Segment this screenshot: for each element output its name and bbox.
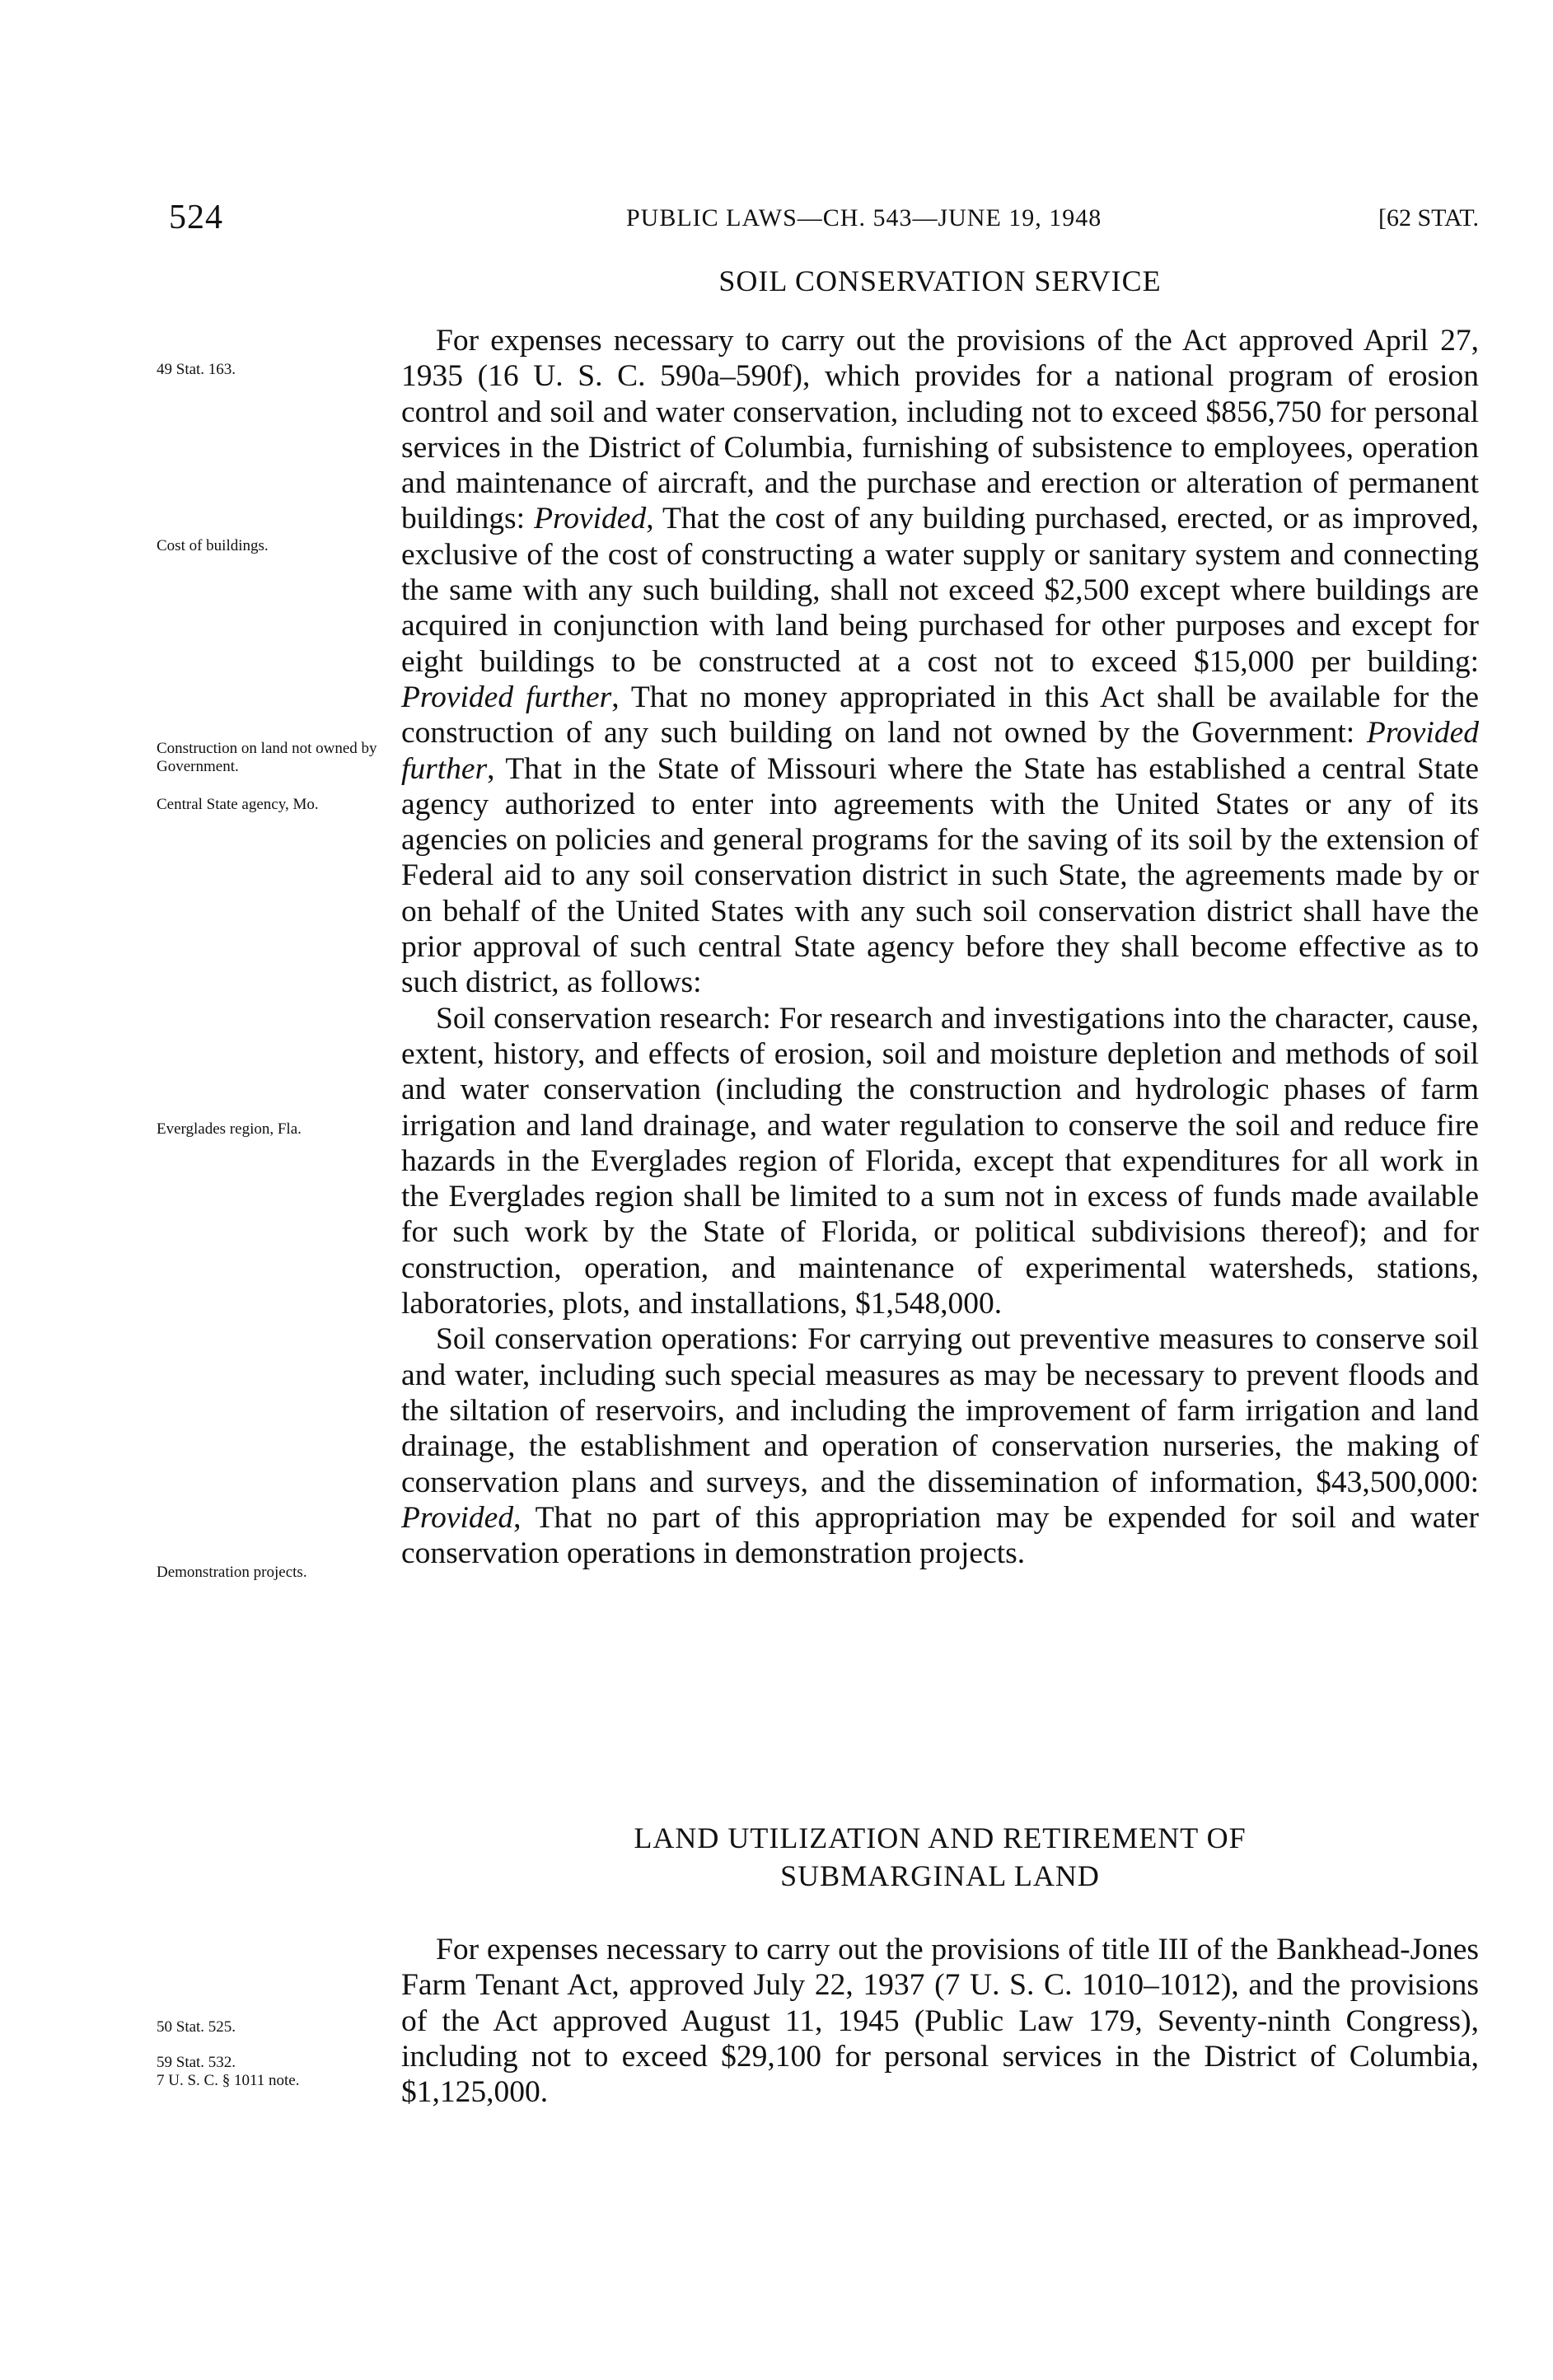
section-title-line: LAND UTILIZATION AND RETIREMENT OF	[634, 1821, 1247, 1854]
section-body-land-utilization	[401, 1932, 1479, 2110]
running-header	[169, 198, 1479, 239]
section-title-line: SUBMARGINAL LAND	[780, 1859, 1100, 1892]
text-segment: , That in the State of Missouri where the State has established a central State agency authorized to enter into agreements with the United States or any of its agencies on policies and general programs for the saving of its soil by the extension of Federal aid to any soil conservation district in such State, the agreements made by or on behalf of the United States with any such soil conservation district shall have the prior approval of such central State agency before they shall become effective as to such district, as follows:	[401, 751, 1479, 1000]
running-head: PUBLIC LAWS—CH. 543—JUNE 19, 1948	[626, 204, 1102, 231]
section-title-land-utilization	[401, 1819, 1479, 1895]
italic-segment: Provided further	[401, 680, 612, 714]
margin-note-central-state-agency: Central State agency, Mo.	[157, 796, 319, 813]
text-segment: , That no money appropriated in this Act shall be available for the construction of any such building on land not owned by the Government:	[401, 680, 1479, 750]
text-segment: For expenses necessary to carry out the provisions of title III of the Bankhead-Jones Farm Tenant Act, approved July 22, 1937 (7 U. S. C. 1010–1012), and the provisions of the Act approved August 11, 1945 (Public Law 179, Seventy-ninth Congress), including not to exceed $29,100 for personal services in the District of Columbia, $1,125,000.	[401, 1933, 1479, 2110]
text-segment: , That no part of this appropriation may be expended for soil and water conservation operations in demonstration projects.	[401, 1500, 1479, 1571]
text-segment: , That the cost of any building purchased, erected, or as improved, exclusive of the cost of constructing a water supply or sanitary system and connecting the same with any such building, shall not exceed $2,500 except where buildings are acquired in conjunction with land being purchased for other purposes and except for eight buildings to be constructed at a cost not to exceed $15,000 per building:	[401, 502, 1480, 679]
paragraph	[401, 1932, 1479, 2110]
margin-note-59-stat	[157, 2054, 379, 2090]
italic-segment: Provided	[401, 1500, 514, 1535]
section-title-soil-conservation: SOIL CONSERVATION SERVICE	[718, 264, 1162, 297]
paragraph	[401, 323, 1479, 1001]
margin-note-demonstration-projects: Demonstration projects.	[157, 1564, 307, 1581]
text-segment: For expenses necessary to carry out the provisions of the Act approved April 27, 1935 (16 U. S. C. 590a–590f), which provides for a national program of erosion control and soil and water conservation, including not to exceed $856,750 for personal services in the District of Columbia, furnishing of subsistence to employees, operation and maintenance of aircraft, and the purchase and erection or alteration of permanent buildings:	[401, 324, 1479, 536]
margin-note-50-stat: 50 Stat. 525.	[157, 2018, 236, 2036]
page-number: 524	[169, 199, 223, 236]
margin-note-49-stat: 49 Stat. 163.	[157, 361, 236, 378]
margin-note-line: 59 Stat. 532.	[157, 2054, 236, 2071]
margin-note-cost-of-buildings: Cost of buildings.	[157, 537, 269, 554]
text-segment: Soil conservation operations: For carrying out preventive measures to conserve soil and water, including such special measures as may be necessary to prevent floods and the siltation of reservoirs, and including the improvement of farm irrigation and land drainage, the establishment and operation of conservation nurseries, the making of conservation plans and surveys, and the dissemination of information, $43,500,000:	[401, 1322, 1479, 1499]
section-body-soil-conservation	[401, 323, 1479, 1571]
volume-reference: [62 STAT.	[1378, 204, 1479, 231]
italic-segment: Provided further	[401, 716, 1479, 786]
paragraph	[401, 1321, 1479, 1571]
margin-note-line: 7 U. S. C. § 1011 note.	[157, 2072, 300, 2089]
paragraph	[401, 1001, 1479, 1322]
margin-note-everglades-region: Everglades region, Fla.	[157, 1120, 302, 1138]
margin-note-construction-on-land: Construction on land not owned by Government.	[157, 740, 377, 775]
italic-segment: Provided	[534, 502, 647, 536]
text-segment: Soil conservation research: For research and investigations into the character, cause, extent, history, and effects of erosion, soil and moisture depletion and methods of soil and water conservation (including the construction and hydrologic phases of farm irrigation and land drainage, and water regulation to conserve the soil and reduce fire hazards in the Everglades region of Florida, except that expenditures for all work in the Everglades region shall be limited to a sum not in excess of funds made available for such work by the State of Florida, or political subdivisions thereof); and for construction, operation, and maintenance of experimental watersheds, stations, laboratories, plots, and installations, $1,548,000.	[401, 1001, 1479, 1321]
